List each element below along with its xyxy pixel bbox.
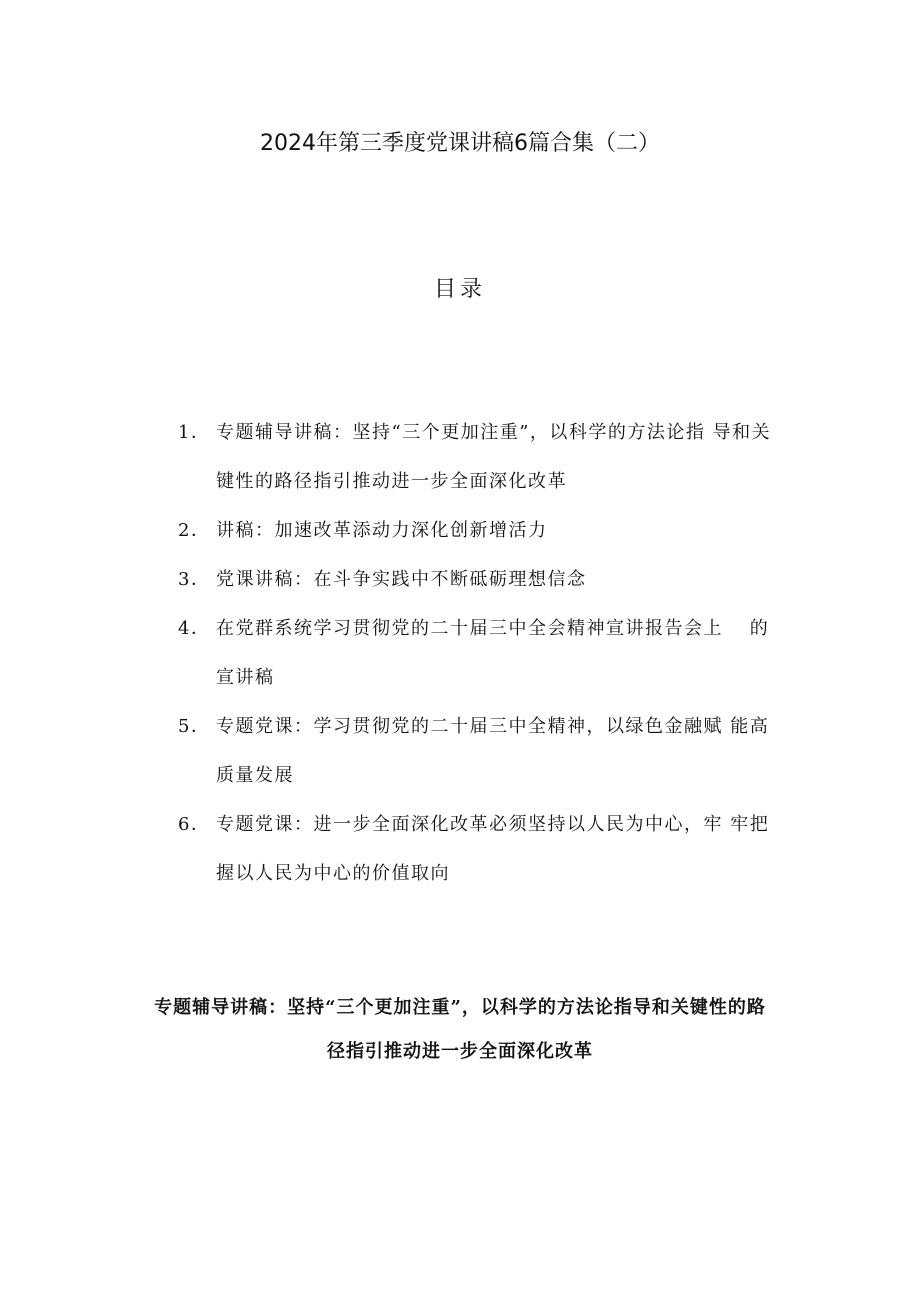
toc-heading: 目录	[433, 277, 486, 302]
toc-item-number: 2．	[178, 520, 211, 541]
toc-item-text: 在党群系统学习贯彻党的二十届三中全会精神宣讲报告会上 的宣讲稿	[216, 618, 770, 688]
toc-item-2[interactable]	[178, 506, 788, 555]
toc-item-number: 5．	[178, 716, 211, 737]
toc-item-6[interactable]	[178, 800, 788, 898]
toc-item-number: 4．	[178, 618, 211, 639]
toc-item-4[interactable]	[178, 604, 788, 702]
document-title: 2024年第三季度党课讲稿6篇合集（二）	[260, 131, 660, 156]
table-of-contents	[178, 408, 788, 898]
toc-item-text: 专题辅导讲稿：坚持“三个更加注重”，以科学的方法论指 导和关键性的路径指引推动进一步全面深化改革	[216, 422, 772, 492]
toc-item-number: 1．	[178, 422, 211, 443]
toc-item-text: 专题党课：进一步全面深化改革必须坚持以人民为中心，牢 牢把握以人民为中心的价值取向	[216, 814, 770, 884]
toc-item-text: 党课讲稿：在斗争实践中不断砥砺理想信念	[216, 569, 587, 590]
toc-item-3[interactable]	[178, 555, 788, 604]
toc-item-1[interactable]	[178, 408, 788, 506]
toc-item-text: 专题党课：学习贯彻党的二十届三中全精神，以绿色金融赋 能高质量发展	[216, 716, 770, 786]
toc-item-text: 讲稿：加速改革添动力深化创新增活力	[216, 520, 548, 541]
toc-item-5[interactable]	[178, 702, 788, 800]
toc-item-number: 3．	[178, 569, 211, 590]
toc-item-number: 6．	[178, 814, 211, 835]
section-title: 专题辅导讲稿：坚持“三个更加注重”，以科学的方法论指导和关键性的路径指引推动进一步全面深化改革	[154, 997, 766, 1062]
